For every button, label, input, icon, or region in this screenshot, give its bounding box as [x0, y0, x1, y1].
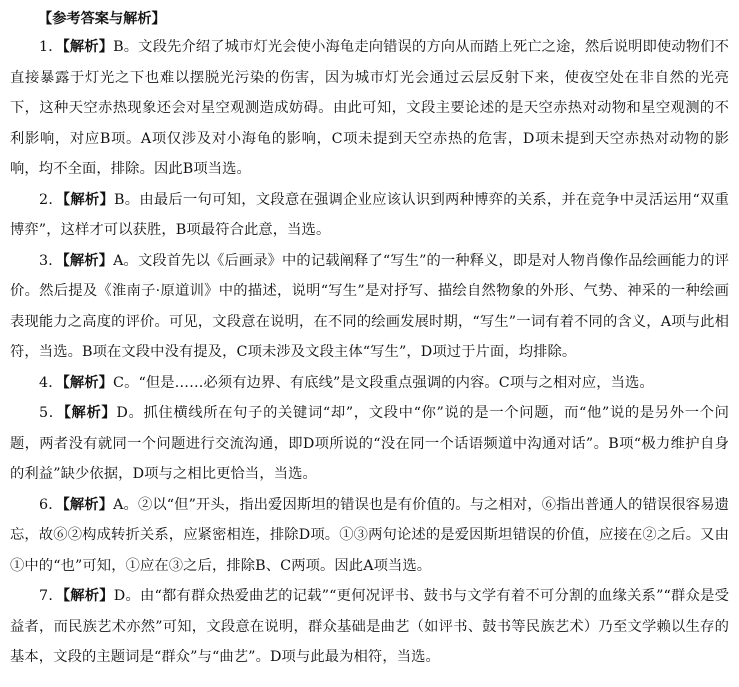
- analysis-text: C。“但是……必须有边界、有底线”是文段重点强调的内容。C项与之相对应，当选。: [113, 374, 654, 391]
- analysis-tag: 【解析】: [62, 191, 114, 208]
- analysis-tag: 【解析】: [62, 588, 114, 604]
- analysis-text: B。由最后一句可知，文段意在强调企业应该认识到两种博弈的关系，并在竞争中灵活运用“双重博弈”，这样才可以获胜，B项最符合此意，当选。: [10, 191, 729, 238]
- item-number: 1．: [39, 39, 63, 55]
- answer-item-3: [10, 246, 729, 368]
- analysis-tag: 【解析】: [62, 496, 114, 513]
- analysis-text: A。文段首先以《后画录》中的记载阐释了“写生”的一种释义，即是对人物肖像作品绘画能力的评价。然后提及《淮南子·原道训》中的描述，说明“写生”是对抒写、描绘自然物象的外形、气势、神采的一种绘画表现能力之高度的评价。可见，文段意在说明，在不同的绘画发展时期，“写生”一词有着不同的含义，A项与此相符，当选。B项在文段中没有提及，C项未涉及文段主体“写生”，D项过于片面，均排除。: [10, 252, 730, 360]
- answer-item-6: [10, 490, 729, 582]
- section-heading: 【参考答案与解析】: [38, 11, 166, 27]
- item-number: 3．: [39, 252, 63, 269]
- answer-item-7: [10, 581, 729, 673]
- analysis-text: D。抓住横线所在句子的关键词“却”，文段中“你”说的是一个问题，而“他”说的是另外一个问题，两者没有就同一个问题进行交流沟通，即D项所说的“没在同一个话语频道中沟通对话”。B项“极力维护自身的利益”缺少依据，D项与之相比更恰当，当选。: [10, 405, 730, 482]
- analysis-text: A。②以“但”开头，指出爱因斯坦的错误也是有价值的。与之相对，⑥指出普通人的错误很容易遗忘，故⑥②构成转折关系，应紧密相连，排除D项。①③两句论述的是爱因斯坦错误的价值，应接在②之后。又由①中的“也”可知，①应在③之后，排除B、C两项。因此A项当选。: [10, 496, 730, 574]
- item-number: 4．: [39, 374, 63, 391]
- item-number: 5．: [39, 405, 64, 421]
- analysis-tag: 【解析】: [63, 405, 117, 421]
- answer-item-4: [10, 368, 729, 399]
- item-number: 2．: [39, 191, 63, 208]
- answer-item-2: [10, 185, 729, 246]
- analysis-text: B。文段先介绍了城市灯光会使小海龟走向错误的方向从而踏上死亡之途，然后说明即使动物们不直接暴露于灯光之下也难以摆脱光污染的伤害，因为城市灯光会通过云层反射下来，使夜空处在非自然的光亮下，这种天空赤热现象还会对星空观测造成妨碍。由此可知，文段主要论述的是天空赤热对动物和星空观测的不利影响，对应B项。A项仅涉及对小海龟的影响，C项未提到天空赤热的危害，D项未提到天空赤热对动物的影响，均不全面，排除。因此B项当选。: [10, 39, 729, 177]
- answer-item-5: [10, 398, 729, 490]
- item-number: 7．: [39, 588, 63, 604]
- item-number: 6．: [39, 496, 63, 513]
- answer-item-1: [10, 32, 729, 185]
- analysis-tag: 【解析】: [62, 374, 114, 391]
- analysis-tag: 【解析】: [62, 252, 114, 269]
- analysis-text: D。由“都有群众热爱曲艺的记载”“更何况评书、鼓书与文学有着不可分割的血缘关系”“群众是受益者，而民族艺术亦然”可知，文段意在说明，群众基础是曲艺（如评书、鼓书等民族艺术）乃至文学赖以生存的基本，文段的主题词是“群众”与“曲艺”。D项与此最为相符，当选。: [10, 588, 730, 665]
- analysis-tag: 【解析】: [62, 39, 114, 55]
